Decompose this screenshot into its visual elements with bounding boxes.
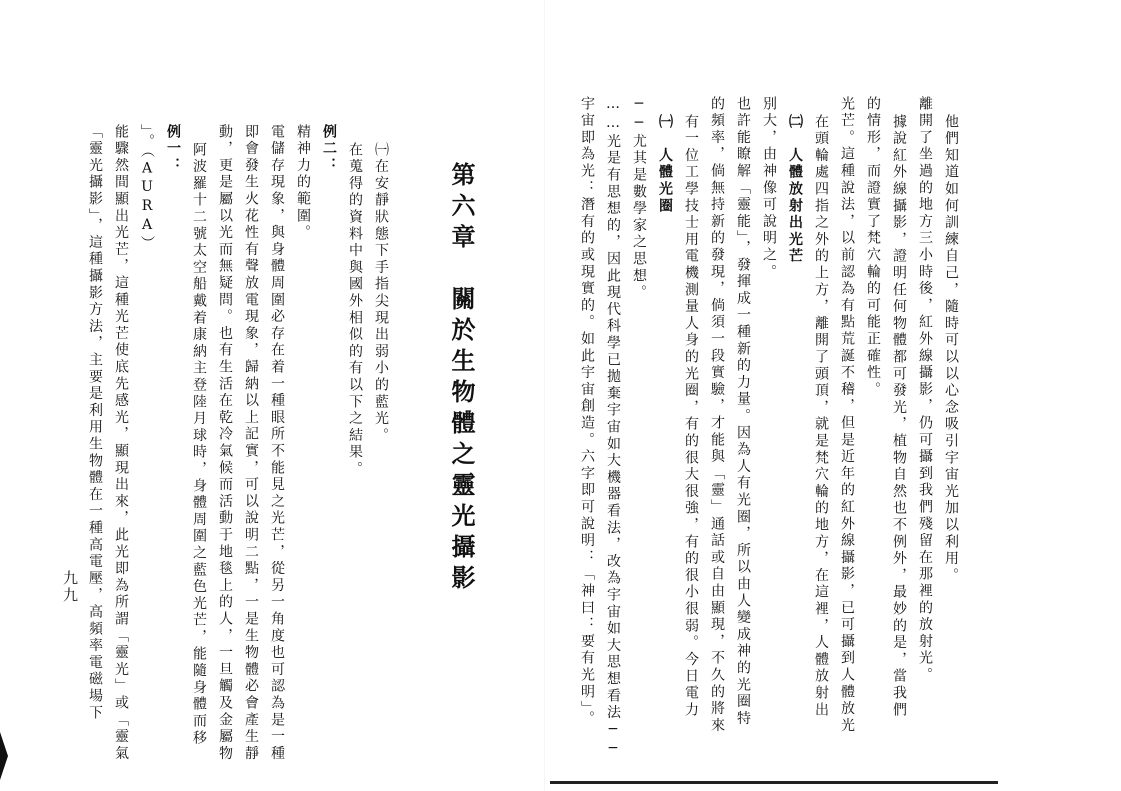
body-column: ……光是有思想的，因此現代科學已拋棄宇宙如大機器看法，改為宇宙如大思想看法──: [605, 96, 621, 760]
body-column: 也許能瞭解「靈能」，發揮成一種新的力量。因為人有光圈，所以由人變成神的光圈特: [735, 96, 751, 728]
body-column: 在蒐得的資料中與國外相似的有以下之結果。: [347, 142, 363, 478]
left-page: [0, 0, 560, 791]
body-column: 動，更是屬以光而無疑問。也有生活在乾冷氣候而活動于地毯上的人，一旦觸及金屬物: [217, 124, 233, 763]
example-heading: 例二：: [321, 124, 337, 175]
right-page: [560, 0, 1121, 791]
page-bottom-edge: [550, 781, 998, 784]
body-column: 光芒。這種說法，以前認為有點荒誕不稽，但是近年的紅外線攝影，已可攝到人體放光: [839, 96, 855, 735]
page-gutter: [544, 0, 545, 791]
body-column: 離開了坐過的地方三小時後，紅外線攝影，仍可攝到我們殘留在那裡的放射光。: [917, 96, 933, 684]
body-column: 別大，由神像可說明之。: [761, 96, 777, 281]
body-column: 阿波羅十二號太空船戴着康納主登陸月球時，身體周圍之藍色光芒，能隨身體而移: [191, 142, 207, 747]
body-column: 他們知道如何訓練自己，隨時可以以心念吸引宇宙光加以利用。: [943, 114, 959, 585]
body-column: ──尤其是數學家之思想。: [631, 96, 647, 302]
body-column: 的頻率，倘無持新的發現，倘須一段實驗，才能與「靈」通話或自由顯現，不久的將來: [709, 96, 725, 735]
chapter-title: 第六章 關於生物體之靈光攝影: [447, 162, 476, 596]
example-item: ㈠在安靜狀態下手指尖現出弱小的藍光。: [373, 142, 389, 445]
section-heading: ㈠ 人體光圈: [657, 114, 673, 215]
example-heading: 例一：: [165, 124, 181, 175]
left-page-text: [82, 124, 394, 763]
body-column: 「靈光攝影」，這種攝影方法，主要是利用生物體在一種高電壓，高頻率電磁場下: [87, 124, 103, 722]
body-column: 即會發生火花性有聲放電現象，歸納以上記實，可以說明二點，一是生物體必會產生靜: [243, 124, 259, 763]
body-column: 精神力的範圍。: [295, 124, 311, 242]
body-column: 能驟然間顯出光芒，這種光芒使底先感光，顯現出來，此光即為所謂「靈光」或「靈氣: [113, 124, 129, 763]
section-heading: ㈡ 人體放射出光芒: [787, 114, 803, 266]
body-column: 有一位工學技士用電機測量人身的光圈，有的很大很強，有的很小很弱。今日電力: [683, 114, 699, 719]
body-column: 電儲存現象，與身體周圍必存在着一種眼所不能見之光芒，從另一角度也可認為是一種: [269, 124, 285, 763]
body-column: 宇宙即為光：潛有的或現實的。如此宇宙創造。六字即可說明：「神曰：要有光明」。: [579, 96, 595, 728]
right-page-text: [574, 96, 964, 760]
body-column: 在頭輪處四指之外的上方，離開了頭頂，就是梵穴輪的地方，在這裡，人體放射出: [813, 114, 829, 719]
body-column: 的情形，而證實了梵穴輪的可能正確性。: [865, 96, 881, 399]
body-column: 」。（AURA）: [139, 124, 155, 253]
page-number: 九九: [61, 570, 79, 604]
binding-shadow: [0, 732, 8, 780]
body-column: 據說紅外線攝影，證明任何物體都可發光，植物自然也不例外，最妙的是，當我們: [891, 114, 907, 719]
